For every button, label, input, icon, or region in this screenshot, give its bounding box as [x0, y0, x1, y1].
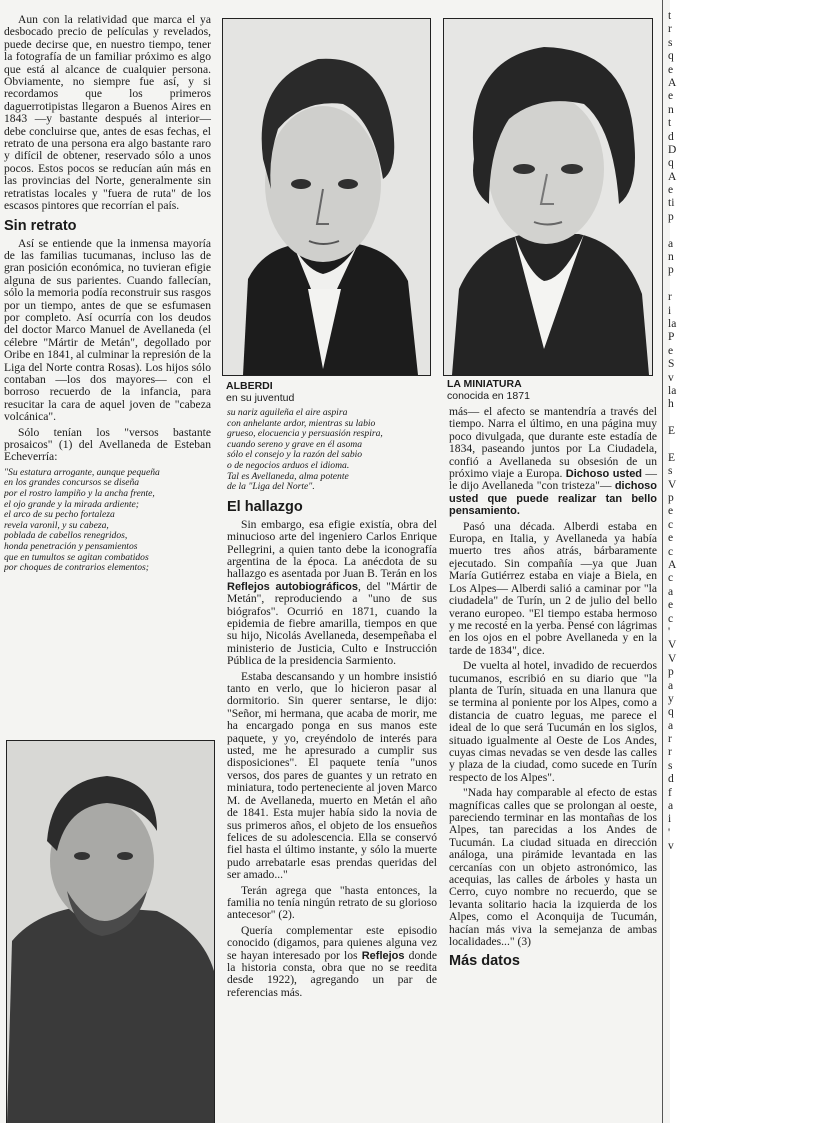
article-column-2 — [227, 408, 437, 1002]
edge-letter: e — [668, 63, 674, 76]
verse-line: "Su estatura arrogante, aunque pequeña — [4, 467, 160, 478]
edge-letter — [668, 412, 682, 425]
edge-letter: v — [668, 840, 674, 853]
caption-miniatura-title: LA MINIATURA — [447, 378, 522, 390]
edge-letter: c — [668, 612, 674, 625]
edge-letter: p — [668, 264, 674, 277]
caption-alberdi-subtitle: en su juventud — [226, 392, 295, 404]
edge-letter — [668, 278, 682, 291]
edge-letter: c — [668, 545, 674, 558]
caption-miniatura-subtitle: conocida en 1871 — [447, 390, 530, 402]
edge-letter: r — [668, 746, 672, 759]
edge-letter: la — [668, 384, 677, 397]
edge-letter: e — [668, 599, 674, 612]
subheading-el-hallazgo: El hallazgo — [227, 498, 303, 515]
edge-letter: e — [668, 532, 674, 545]
edge-letter: la — [668, 317, 677, 330]
article-column-3 — [449, 406, 657, 973]
edge-letter: ' — [668, 826, 671, 839]
caption-alberdi-title: ALBERDI — [226, 380, 273, 392]
verse-line: cuando sereno y grave en él asoma — [227, 439, 362, 450]
edge-letter: q — [668, 50, 674, 63]
verse-line: poblada de cabellos renegridos, — [4, 531, 128, 542]
edge-letter: i — [668, 813, 672, 826]
paragraph: Quería complementar este episodio conocido (digamos, para quienes alguna vez se hayan interesado por los Reflejos donde la historia consta, obra que no se reedita desde 1922), agregando un par de referencias más. — [227, 923, 437, 999]
edge-letter: V — [668, 478, 677, 491]
edge-letter: A — [668, 559, 677, 572]
edge-letter: h — [668, 398, 674, 411]
edge-letter: q — [668, 706, 674, 719]
verse-line: el arco de su pecho fortaleza — [4, 510, 115, 521]
edge-letter: E — [668, 425, 676, 438]
verse-line: que en tumultos se agitan combatidos — [4, 552, 149, 563]
paragraph: Terán agrega que "hasta entonces, la familia no tenía ningún retrato de su glorioso antecesor" (2). — [227, 883, 437, 922]
edge-letter: A — [668, 170, 677, 183]
caption-miniatura — [447, 378, 647, 402]
portrait-miniatura — [443, 18, 653, 376]
caption-alberdi — [226, 380, 426, 404]
paragraph: De vuelta al hotel, invadido de recuerdos tucumanos, escribió en su diario que "la planta de Turín, situada en una llanura que se termina al poniente por los Alpes, como a distancia de cuatro leguas, me parece el ideal de lo que será Tucumán en los siglos, situado igualmente al Oeste de Los Andes, cuyas cimas nevadas se ven desde las calles y plaza de la ciudad, como sucede en Turín respecto de los Alpes". — [449, 659, 657, 784]
edge-letter: ' — [668, 625, 671, 638]
edge-letter — [668, 439, 682, 452]
edge-letter: d — [668, 773, 674, 786]
edge-letter: p — [668, 666, 674, 679]
edge-letter: v — [668, 371, 674, 384]
edge-letter: y — [668, 692, 674, 705]
verse-block — [227, 408, 437, 493]
edge-letter: n — [668, 251, 674, 264]
edge-letter: e — [668, 505, 674, 518]
paragraph: Estaba descansando y un hombre insistió tanto en verlo, que lo hicieron pasar al dormitorio. Sin querer sentarse, le dijo: "Señor, mi hermana, que acaba de morir, me ha encargado ponga en sus manos este paquete, y yo, creyéndolo de interés para usted, me he apresurado a cumplir sus disposiciones". El paquete tenía "unos versos, dos pares de guantes y un retrato en miniatura, todo perteneciente al joven Marco M. de Avellaneda, muerto en Metán el año de 1841. Esta mujer había sido la novia de sus primeros años, el objeto de los ensueños felices de su adolescencia. Ella se conservó fiel hasta el último instante, y sólo la muerte pudo arrebatarle esas prendas queridas del ser amado..." — [227, 669, 437, 882]
paragraph: Aun con la relatividad que marca el ya desbocado precio de películas y revelados, puede decirse que, en nuestro tiempo, tener la fotografía de un familiar próximo es algo que está al alcance de cualquier persona. Obviamente, no siempre fue así, y si recordamos que los primeros daguerrotipistas llegaron a Buenos Aires en 1843 —y bastante después al interior— debe concluirse que, antes de esas fechas, el retrato de una persona era algo bastante raro y difícil de obtener, reservado sólo a unos pocos. Estos pocos se reducían aún más en las provincias del Norte, generalmente sin retratistas locales y "fuera de ruta" de los escasos pintores que recorrían el país. — [4, 13, 211, 213]
edge-letter: a — [668, 237, 674, 250]
verse-line: con anhelante ardor, mientras su labio — [227, 418, 376, 429]
cut-column-edge — [668, 10, 682, 1110]
edge-letter: a — [668, 800, 674, 813]
paragraph: "Nada hay comparable al efecto de estas magníficas calles que se prolongan al oeste, pareciendo terminar en las montañas de los Alpes, tan parecidas a los Andes de Tucumán. La ciudad situada en dirección análoga, una pirámide levantada en las cercanías con un objeto astronómico, las acequias, las calles de árboles y hasta un Cerro, cuyo nombre no recuerdo, que se levanta solitario hacia la izquierda de los Alpes, como el Aconquija de Tucumán, hacían más viva la semejanza de ambas localidades..." (3) — [449, 786, 657, 949]
edge-letter: p — [668, 492, 674, 505]
edge-letter: q — [668, 157, 674, 170]
verse-line: su nariz aguileña el aire aspira — [227, 408, 348, 418]
edge-letter: e — [668, 90, 674, 103]
portrait-avellaneda-elder — [6, 740, 215, 1123]
paragraph: Sólo tenían los "versos bastante prosaicos" (1) del Avellaneda de Esteban Echeverría: — [4, 425, 211, 464]
paragraph: Así se entiende que la inmensa mayoría de las familias tucumanas, incluso las de gran posición económica, no tuvieran efigie alguna de sus parientes. Cuando fallecían, sólo la memoria podía reconstruir sus rasgos por un tiempo, antes de que se esfumasen por completo. Así ocurría con los deudos del doctor Marco Manuel de Avellaneda (el célebre "Mártir de Metán", degollado por Oribe en 1841, al culminar la represión de la Liga del Norte contra Rosas). Los hijos sólo contaban —los dos mayores— con el borroso recuerdo de la infancia, para resucitar la cara de aquel joven de "cabeza volcánica". — [4, 236, 212, 424]
portrait-miniatura-drawing — [444, 19, 652, 375]
column-divider — [662, 0, 663, 1123]
edge-letter: D — [668, 143, 677, 156]
edge-letter: e — [668, 344, 674, 357]
verse-line: por choques de contrarios elementos; — [4, 563, 149, 574]
verse-line: en los grandes concursos se diseña — [4, 478, 140, 489]
edge-letter: P — [668, 331, 675, 344]
edge-letter: a — [668, 719, 674, 732]
edge-letter: s — [668, 759, 673, 772]
portrait-alberdi — [222, 18, 431, 376]
verse-line: o de negocios arduos el idioma. — [227, 460, 350, 471]
edge-letter: A — [668, 76, 677, 89]
edge-letter: r — [668, 733, 672, 746]
edge-letter: c — [668, 572, 674, 585]
portrait-elder-drawing — [7, 741, 214, 1123]
verse-line: por el rostro lampiño y la ancha frente, — [4, 489, 155, 499]
edge-letter: V — [668, 652, 677, 665]
edge-letter: S — [668, 358, 675, 371]
portrait-alberdi-drawing — [223, 19, 430, 375]
verse-block — [4, 468, 211, 574]
edge-letter: t — [668, 10, 672, 22]
paragraph: Pasó una década. Alberdi estaba en Europa, en Italia, y Avellaneda ya había muerto tres años atrás, bárbaramente ejecutado. Sin compañía —ya que Juan María Gutiérrez estaba en viaje a Biela, en Los Alpes— Alberdi salió a caminar por "la ciudadela" de Turín, un 2 de julio del bello verano europeo. "El tiempo estaba hermoso y me recosté en la yerba. Pensé con lágrimas en los ojos en el pobre Avellaneda y en la tarde de 1834", dice. — [449, 519, 657, 657]
edge-letter: n — [668, 103, 674, 116]
verse-line: sólo el consejo y la razón del sabio — [227, 450, 363, 461]
edge-letter: e — [668, 184, 674, 197]
verse-line: de la "Liga del Norte". — [227, 482, 315, 493]
edge-letter: t — [668, 117, 672, 130]
edge-letter: V — [668, 639, 677, 652]
verse-line: honda penetración y pensamientos — [4, 541, 138, 552]
article-column-1 — [4, 14, 211, 580]
edge-letter: E — [668, 451, 676, 464]
edge-letter: p — [668, 210, 674, 223]
edge-letter: ti — [668, 197, 675, 210]
verse-line: revela varonil, y su cabeza, — [4, 520, 109, 531]
edge-letter: s — [668, 465, 673, 478]
edge-letter — [668, 224, 682, 237]
verse-line: Tal es Avellaneda, alma potente — [227, 471, 349, 482]
verse-line: el ojo grande y la mirada ardiente; — [4, 499, 140, 510]
edge-letter: d — [668, 130, 674, 143]
edge-letter: c — [668, 518, 674, 531]
edge-letter: r — [668, 291, 672, 304]
edge-letter: f — [668, 786, 672, 799]
edge-letter: a — [668, 585, 674, 598]
edge-letter: r — [668, 23, 672, 36]
verse-line: grueso, elocuencia y persuasión respira, — [227, 429, 383, 440]
subheading-mas-datos: Más datos — [449, 953, 520, 970]
edge-letter: i — [668, 304, 672, 317]
paragraph: más— el afecto se mantendría a través del tiempo. Narra el último, en una página muy poco divulgada, que durante este estadía de 1834, paseando juntos por La Ciudadela, confió a Avellaneda su obsesión de un próximo viaje a Europa. Dichoso usted —le dijo Avellaneda "con tristeza"— dichoso usted que puede realizar tan bello pensamiento. — [449, 405, 657, 518]
subheading-sin-retrato: Sin retrato — [4, 217, 77, 234]
edge-letter: s — [668, 36, 673, 49]
paragraph: Sin embargo, esa efigie existía, obra del minucioso arte del ingeniero Carlos Enrique Pellegrini, a quien tanto debe la iconografía argentina de la época. La anécdota de su hallazgo es asentada por Juan B. Terán en los Reflejos autobiográficos, del "Mártir de Metán", reproduciendo a "uno de sus biógrafos". Ocurrió en 1871, cuando la epidemia de fiebre amarilla, tiempos en que su hijo, Nicolás Avellaneda, desempeñaba el ministerio de Justicia, Culto e Instrucción Pública de la presidencia Sarmiento. — [227, 517, 437, 668]
edge-letter: a — [668, 679, 674, 692]
